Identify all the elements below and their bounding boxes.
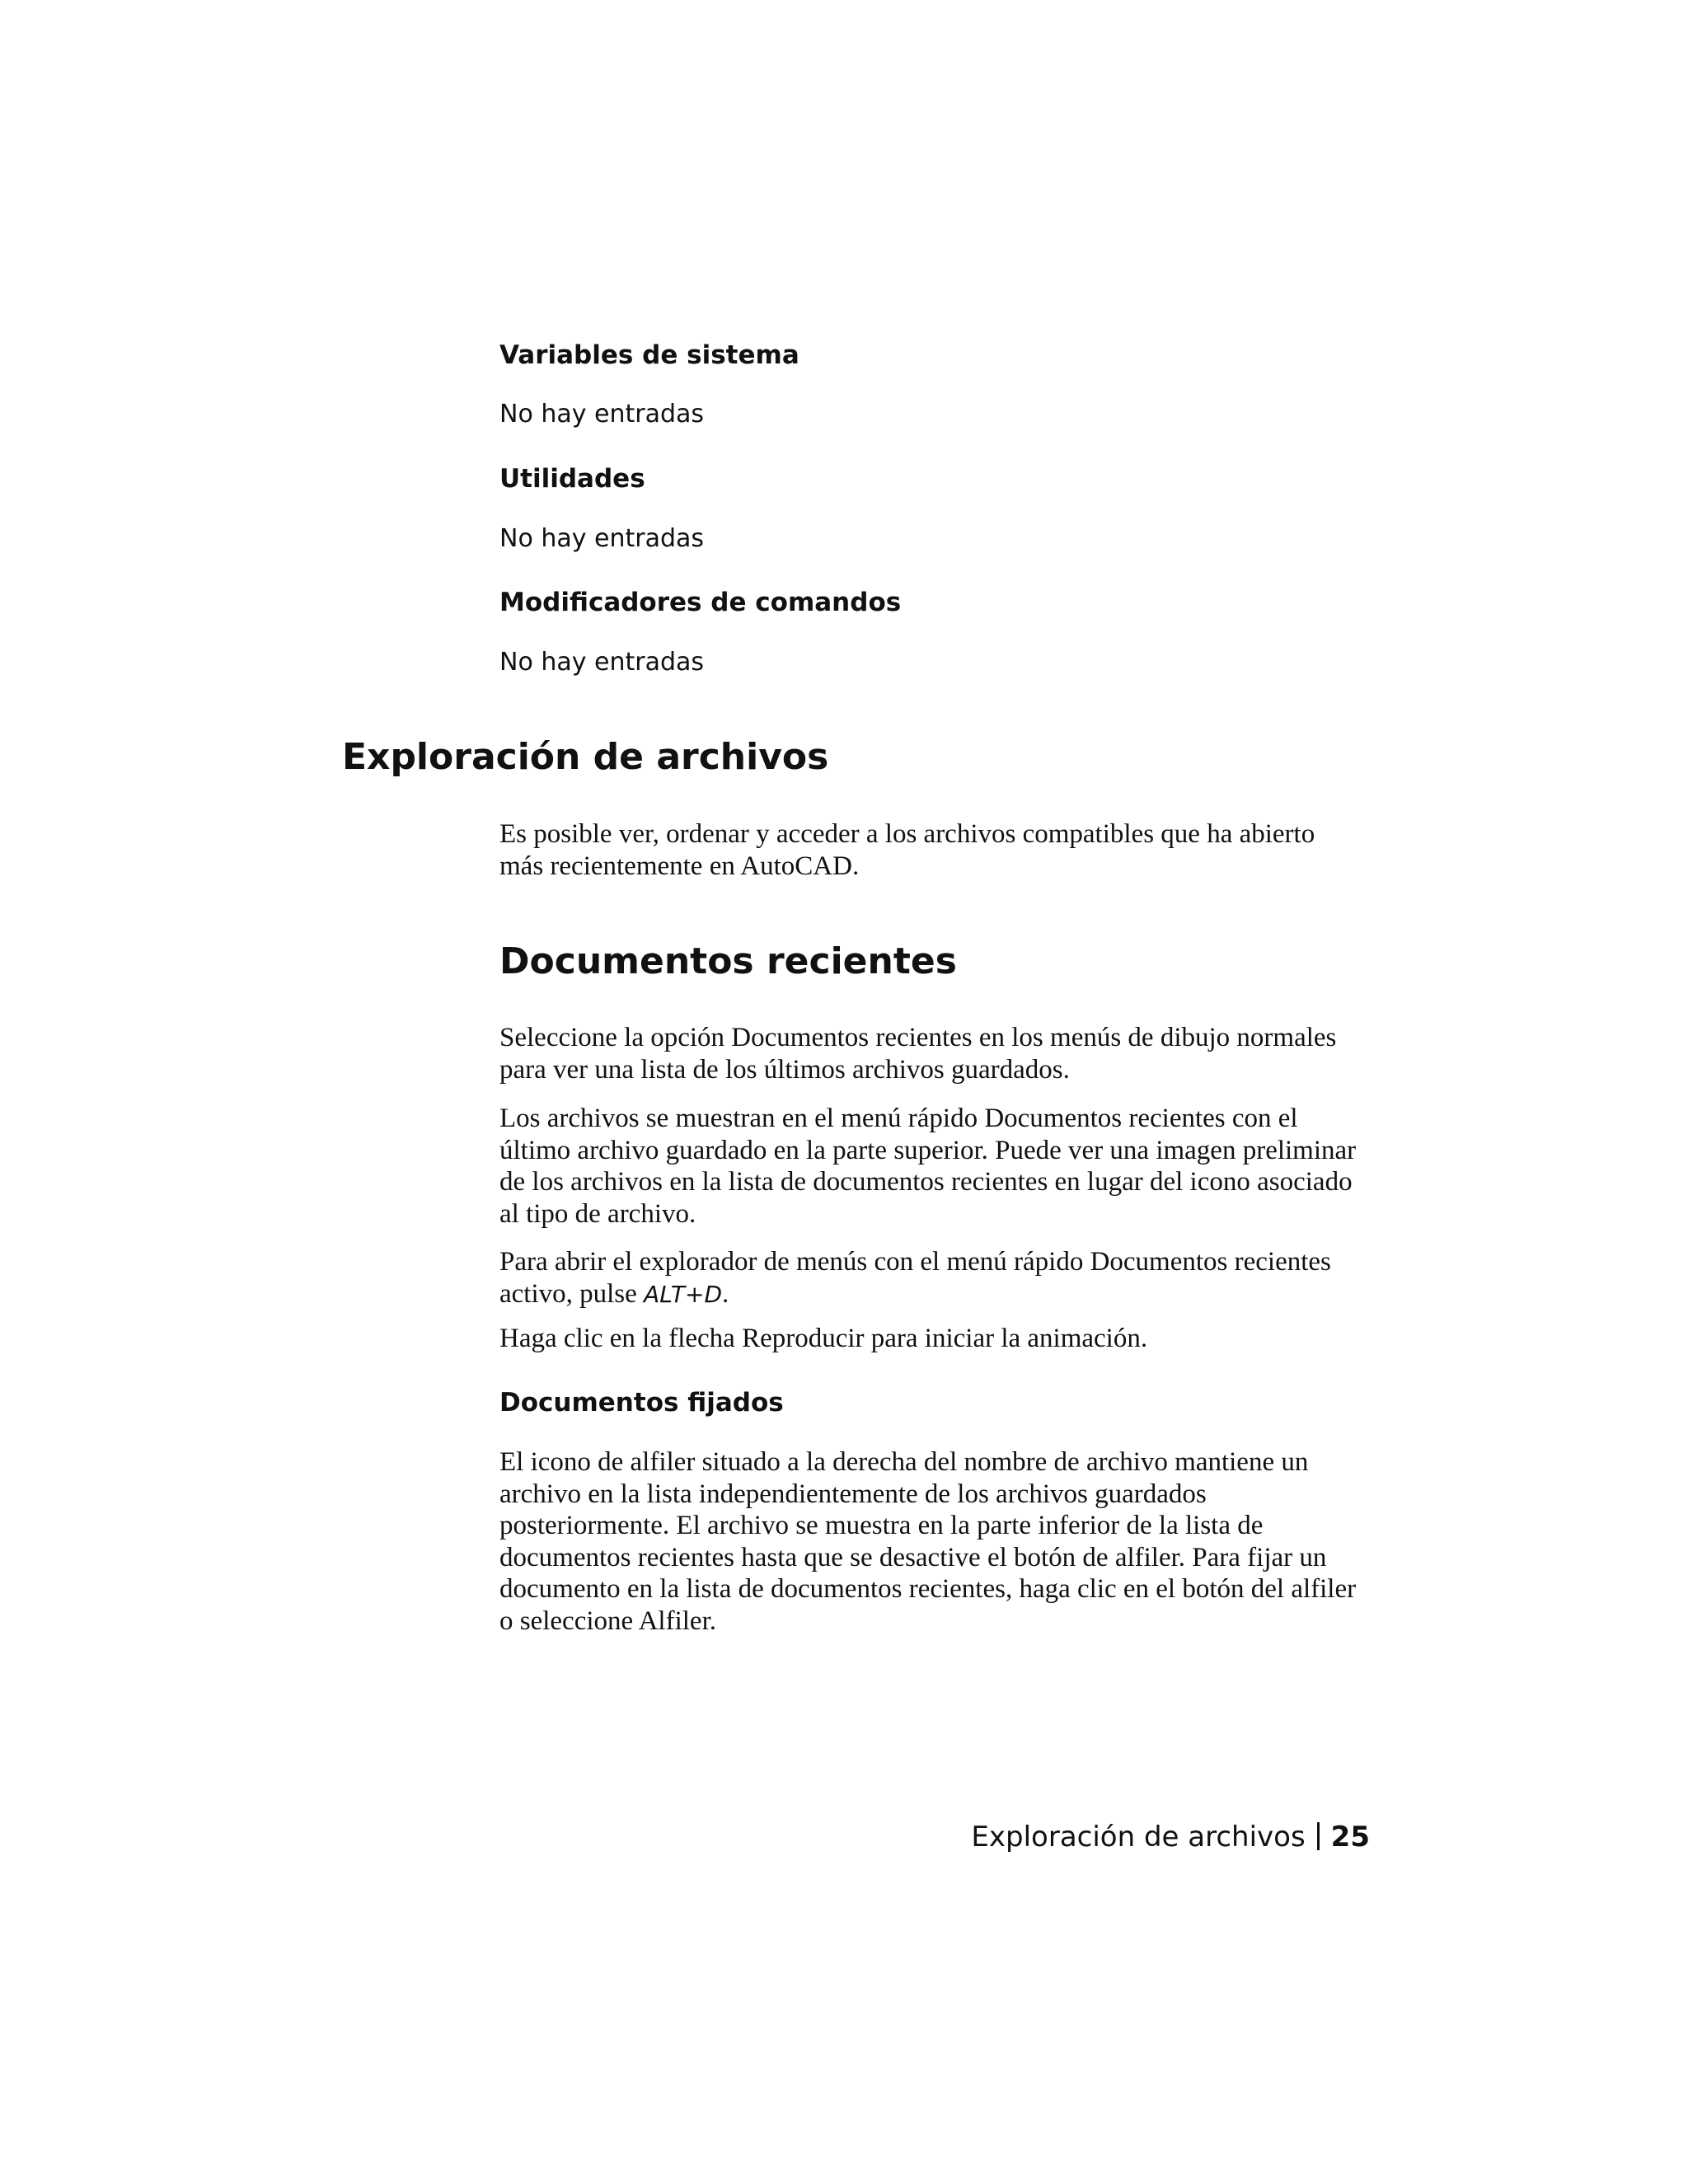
- pinned-docs-body: [499, 1446, 1376, 1637]
- recent-docs-paragraph-3: [499, 1246, 1376, 1310]
- utilities-body: No hay entradas: [499, 524, 705, 553]
- utilities-heading: Utilidades: [499, 464, 645, 494]
- text-line: al tipo de archivo.: [499, 1198, 696, 1229]
- system-variables-body: No hay entradas: [499, 400, 705, 429]
- text-line: Es posible ver, ordenar y acceder a los archivos compatibles que ha abierto: [499, 819, 1315, 849]
- page-number: 25: [1330, 1821, 1370, 1854]
- keyboard-shortcut: ALT+D: [644, 1280, 723, 1308]
- footer-section-title: Exploración de archivos: [971, 1821, 1306, 1854]
- text-line: Para abrir el explorador de menús con el menú rápido Documentos recientes: [499, 1247, 1331, 1277]
- system-variables-heading: Variables de sistema: [499, 340, 799, 370]
- recent-docs-title: Documentos recientes: [499, 940, 957, 982]
- exploration-title: Exploración de archivos: [342, 736, 829, 778]
- footer-separator: [1317, 1822, 1320, 1850]
- text-line: para ver una lista de los últimos archivos guardados.: [499, 1054, 1070, 1085]
- text-line: Haga clic en la flecha Reproducir para iniciar la animación.: [499, 1324, 1148, 1353]
- text-line: documento en la lista de documentos recientes, haga clic en el botón del alfiler: [499, 1574, 1357, 1604]
- text-line: archivo en la lista independientemente de los archivos guardados: [499, 1479, 1207, 1509]
- text-run: activo, pulse: [499, 1278, 645, 1309]
- text-line: [499, 1278, 1376, 1311]
- text-line: Los archivos se muestran en el menú rápido Documentos recientes con el: [499, 1104, 1298, 1133]
- text-line: Seleccione la opción Documentos recientes en los menús de dibujo normales: [499, 1023, 1337, 1052]
- page-footer: [971, 1820, 1370, 1854]
- text-line: documentos recientes hasta que se desactive el botón de alfiler. Para fijar un: [499, 1542, 1327, 1572]
- text-line: El icono de alfiler situado a la derecha del nombre de archivo mantiene un: [499, 1447, 1309, 1477]
- recent-docs-paragraph-1: [499, 1022, 1376, 1085]
- pinned-docs-heading: Documentos fijados: [499, 1388, 784, 1418]
- exploration-intro: [499, 818, 1376, 882]
- text-line: o seleccione Alfiler.: [499, 1605, 716, 1636]
- command-modifiers-heading: Modificadores de comandos: [499, 588, 902, 617]
- text-line: último archivo guardado en la parte superior. Puede ver una imagen preliminar: [499, 1135, 1357, 1165]
- text-line: posteriormente. El archivo se muestra en la parte inferior de la lista de: [499, 1511, 1264, 1540]
- text-line: más recientemente en AutoCAD.: [499, 851, 860, 881]
- recent-docs-paragraph-4: [499, 1323, 1376, 1355]
- text-line: de los archivos en la lista de documentos recientes en lugar del icono asociado: [499, 1167, 1353, 1197]
- command-modifiers-body: No hay entradas: [499, 648, 705, 677]
- text-run: .: [722, 1278, 729, 1309]
- recent-docs-paragraph-2: [499, 1103, 1376, 1230]
